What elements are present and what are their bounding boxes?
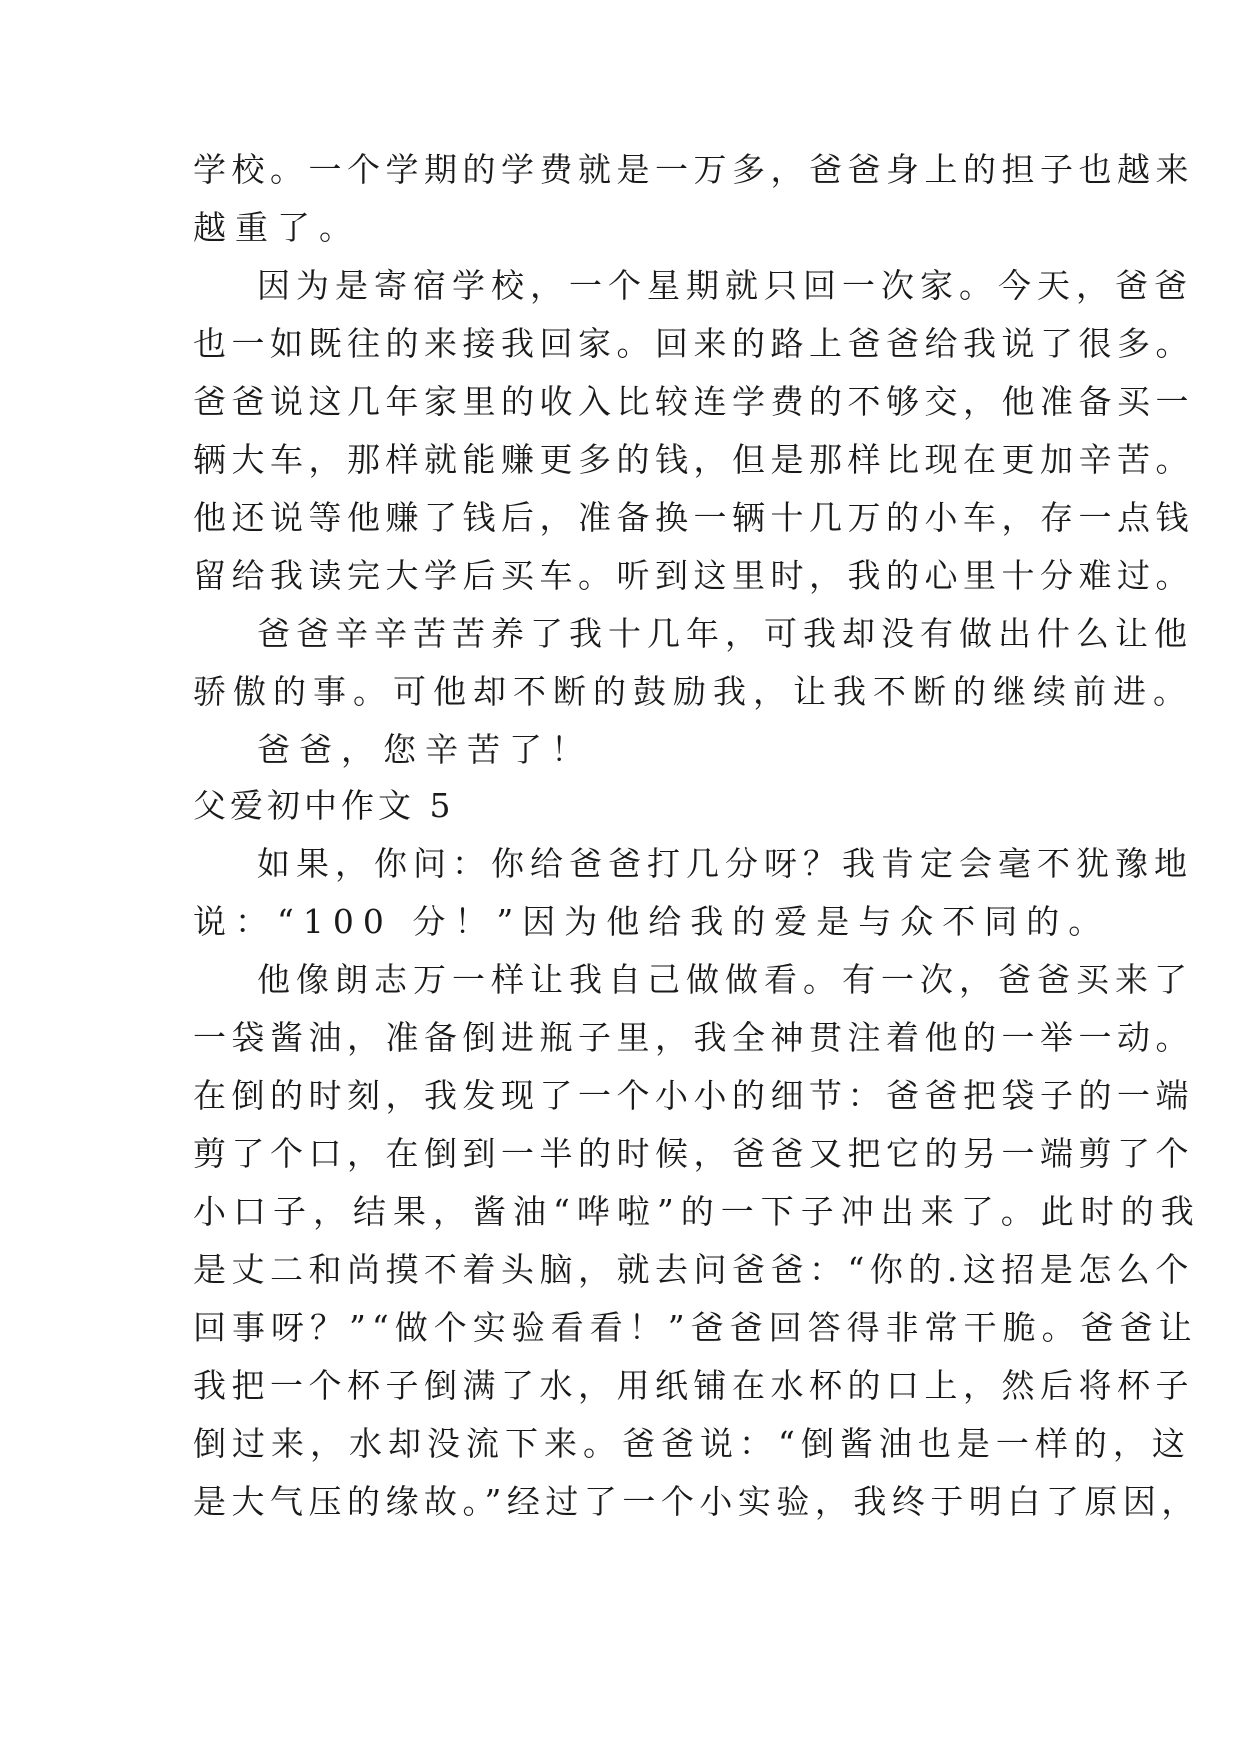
text-line: 也一如既往的来接我回家。回来的路上爸爸给我说了很多。	[193, 324, 1194, 363]
text-line: 爸爸，您辛苦了！	[257, 730, 593, 769]
text-line: 留给我读完大学后买车。听到这里时，我的心里十分难过。	[193, 556, 1194, 595]
text-line: 如果，你问：你给爸爸打几分呀？我肯定会毫不犹豫地	[257, 844, 1193, 883]
text-line: 他还说等他赚了钱后，准备换一辆十几万的小车，存一点钱	[193, 498, 1194, 537]
text-line: 他像朗志万一样让我自己做做看。有一次，爸爸买来了	[257, 960, 1193, 999]
text-line: 骄傲的事。可他却不断的鼓励我，让我不断的继续前进。	[193, 672, 1193, 711]
text-line: 学校。一个学期的学费就是一万多，爸爸身上的担子也越来	[193, 150, 1194, 189]
text-line: 小口子，结果，酱油“哗啦”的一下子冲出来了。此时的我	[193, 1192, 1201, 1231]
text-line: 说：“100 分！”因为他给我的爱是与众不同的。	[193, 902, 1111, 941]
text-line: 我把一个杯子倒满了水，用纸铺在水杯的口上，然后将杯子	[193, 1366, 1194, 1405]
section-heading: 父爱初中作文 5	[193, 786, 455, 825]
text-line: 倒过来，水却没流下来。爸爸说：“倒酱油也是一样的，这	[193, 1424, 1191, 1463]
text-line: 一袋酱油，准备倒进瓶子里，我全神贯注着他的一举一动。	[193, 1018, 1194, 1057]
text-line: 因为是寄宿学校，一个星期就只回一次家。今天，爸爸	[257, 266, 1193, 305]
text-line: 剪了个口，在倒到一半的时候，爸爸又把它的另一端剪了个	[193, 1134, 1194, 1173]
text-line: 爸爸辛辛苦苦养了我十几年，可我却没有做出什么让他	[257, 614, 1193, 653]
text-line: 辆大车，那样就能赚更多的钱，但是那样比现在更加辛苦。	[193, 440, 1194, 479]
text-line: 越重了。	[193, 208, 361, 247]
text-line: 是大气压的缘故。”经过了一个小实验，我终于明白了原因，	[193, 1482, 1200, 1521]
text-line: 是丈二和尚摸不着头脑，就去问爸爸：“你的.这招是怎么个	[193, 1250, 1194, 1289]
text-line: 在倒的时刻，我发现了一个小小的细节：爸爸把袋子的一端	[193, 1076, 1194, 1115]
text-line: 回事呀？”“做个实验看看！”爸爸回答得非常干脆。爸爸让	[193, 1308, 1198, 1347]
text-line: 爸爸说这几年家里的收入比较连学费的不够交，他准备买一	[193, 382, 1194, 421]
